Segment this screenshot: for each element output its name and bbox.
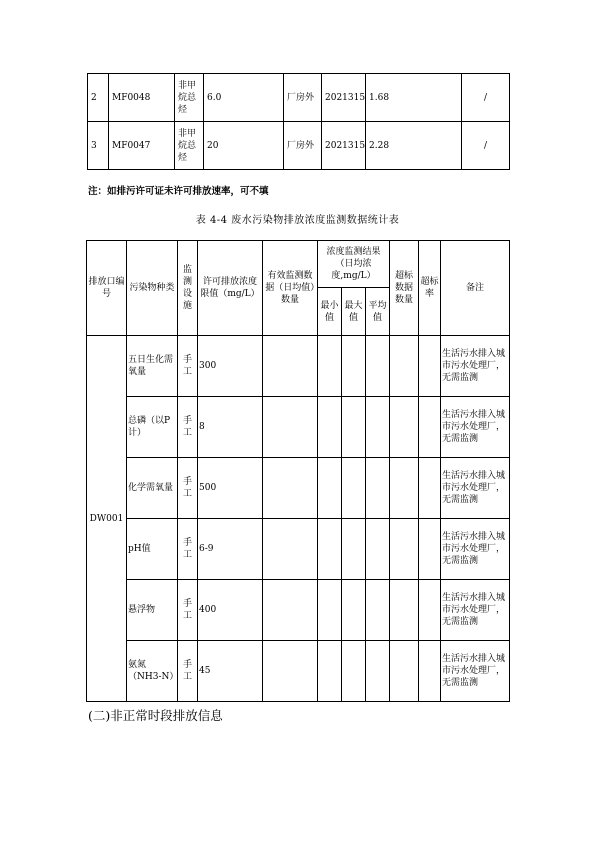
- remark: /: [462, 74, 510, 122]
- measured-value: 2.28: [366, 122, 462, 170]
- outlet-id: MF0047: [109, 122, 175, 170]
- header-facility: 监测设施: [178, 241, 198, 336]
- table-row: [87, 641, 510, 702]
- table-caption: 表 4-4 废水污染物排放浓度监测数据统计表: [195, 215, 400, 226]
- header-avg: 平均值: [366, 288, 390, 336]
- header-outlet: 排放口编号: [87, 241, 127, 336]
- limit-value: 20: [204, 122, 284, 170]
- outlet-id: DW001: [87, 336, 127, 702]
- limit-value: 8: [198, 397, 263, 458]
- row-number: 3: [88, 122, 109, 170]
- facility: 手工: [178, 580, 198, 641]
- pollutant: 非甲烷总烃: [175, 122, 204, 170]
- location: 厂房外: [284, 122, 322, 170]
- pollutant: 总磷（以P计）: [127, 397, 178, 458]
- pollutant: pH值: [127, 519, 178, 580]
- header-exceed-rate: 超标率: [419, 241, 441, 336]
- location: 厂房外: [284, 74, 322, 122]
- date: 2021315: [322, 74, 366, 122]
- facility: 手工: [178, 336, 198, 397]
- header-remark: 备注: [441, 241, 510, 336]
- remark: 生活污水排入城市污水处理厂，无需监测: [441, 336, 510, 397]
- remark: 生活污水排入城市污水处理厂，无需监测: [441, 580, 510, 641]
- header-min: 最小值: [318, 288, 342, 336]
- header-row: [87, 241, 510, 288]
- pollutant: 化学需氧量: [127, 458, 178, 519]
- table-row: [88, 122, 510, 170]
- limit-value: 400: [198, 580, 263, 641]
- limit-value: 500: [198, 458, 263, 519]
- pollutant: 五日生化需氧量: [127, 336, 178, 397]
- limit-value: 300: [198, 336, 263, 397]
- limit-value: 45: [198, 641, 263, 702]
- row-number: 2: [88, 74, 109, 122]
- table-row: [87, 458, 510, 519]
- remark: /: [462, 122, 510, 170]
- header-max: 最大值: [342, 288, 366, 336]
- wastewater-monitoring-table: [86, 240, 510, 702]
- header-exceed-count: 超标数据数量: [390, 241, 419, 336]
- limit-value: 6-9: [198, 519, 263, 580]
- outlet-id: MF0048: [109, 74, 175, 122]
- table-note: 注：如排污许可证未许可排放速率，可不填: [88, 186, 269, 197]
- pollutant: 氨氮（NH3-N）: [127, 641, 178, 702]
- header-valid-count: 有效监测数据（日均值）数量: [263, 241, 318, 336]
- header-pollutant: 污染物种类: [127, 241, 178, 336]
- pollutant: 非甲烷总烃: [175, 74, 204, 122]
- table-row: [87, 397, 510, 458]
- facility: 手工: [178, 458, 198, 519]
- remark: 生活污水排入城市污水处理厂，无需监测: [441, 458, 510, 519]
- measured-value: 1.68: [366, 74, 462, 122]
- pollutant: 悬浮物: [127, 580, 178, 641]
- table-row: [88, 74, 510, 122]
- table-row: [87, 336, 510, 397]
- date: 2021315: [322, 122, 366, 170]
- facility: 手工: [178, 397, 198, 458]
- remark: 生活污水排入城市污水处理厂，无需监测: [441, 641, 510, 702]
- remark: 生活污水排入城市污水处理厂，无需监测: [441, 519, 510, 580]
- table-row: [87, 580, 510, 641]
- limit-value: 6.0: [204, 74, 284, 122]
- header-limit: 许可排放浓度限值（mg/L）: [198, 241, 263, 336]
- table-row: [87, 519, 510, 580]
- remark: 生活污水排入城市污水处理厂，无需监测: [441, 397, 510, 458]
- facility: 手工: [178, 519, 198, 580]
- header-result: 浓度监测结果（日均浓度,mg/L）: [318, 241, 390, 288]
- facility: 手工: [178, 641, 198, 702]
- section-title: (二)非正常时段排放信息: [88, 708, 223, 723]
- emission-table-top: [87, 73, 510, 170]
